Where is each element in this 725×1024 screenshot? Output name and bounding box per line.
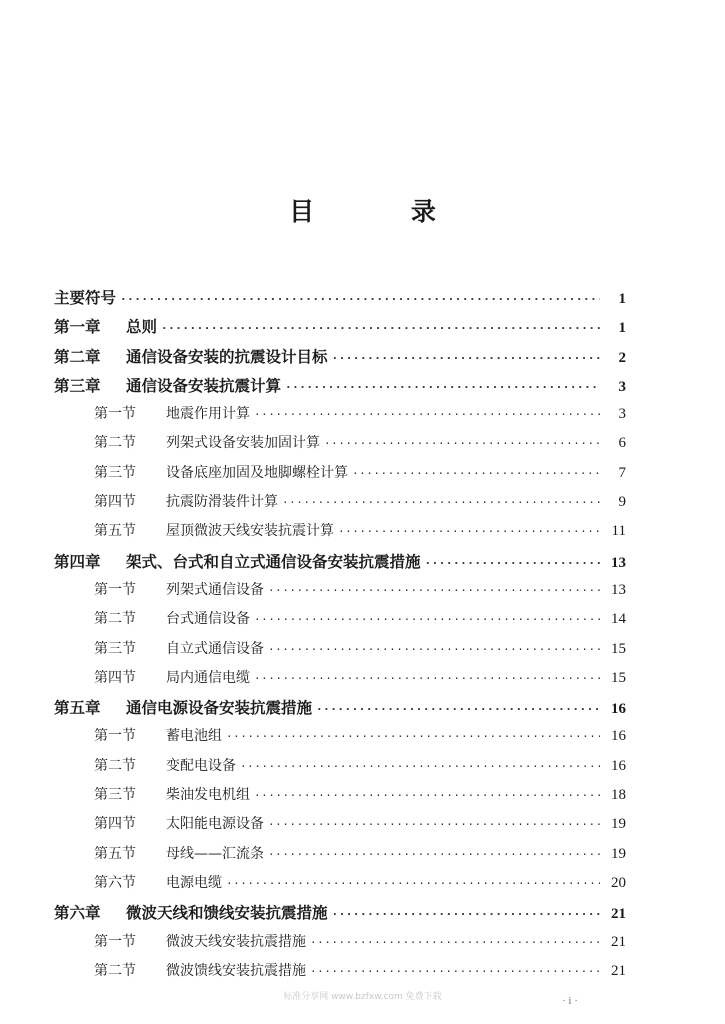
toc-entry-title: 列架式通信设备 — [166, 581, 264, 598]
toc-page-number: 21 — [611, 933, 626, 950]
toc-section-row — [54, 459, 626, 488]
toc-entry-label — [94, 810, 264, 839]
toc-entry-title: 设备底座加固及地脚螺栓计算 — [166, 464, 348, 481]
toc-chapter-row — [54, 547, 626, 576]
toc-entry-number: 第三节 — [94, 464, 136, 481]
toc-page-number: 16 — [611, 728, 626, 745]
toc-entry-title: 主要符号 — [54, 288, 117, 307]
toc-leader-dots — [332, 900, 600, 929]
toc-section-row — [54, 840, 626, 869]
toc-leader-dots — [332, 344, 600, 373]
toc-section-row — [54, 869, 626, 898]
toc-page-number: 18 — [611, 787, 626, 804]
toc-entry-label — [94, 488, 278, 517]
toc-entry-title: 变配电设备 — [166, 757, 236, 774]
toc-leader-dots — [425, 549, 600, 578]
toc-entry-label — [94, 664, 250, 693]
toc-page-number: 14 — [611, 611, 626, 628]
toc-entry-label — [54, 898, 328, 927]
toc-leader-dots — [268, 840, 600, 869]
toc-section-row — [54, 928, 626, 957]
toc-entry-number: 第二章 — [54, 346, 101, 366]
toc-entry-label — [94, 635, 264, 664]
toc-page-number: 15 — [611, 669, 626, 686]
toc-entry-number: 第三节 — [94, 640, 136, 657]
toc-entry-label — [94, 517, 334, 546]
toc-entry-number: 第四章 — [54, 551, 101, 571]
toc-section-row — [54, 605, 626, 634]
toc-page-number: 16 — [611, 757, 626, 774]
toc-page-number: 19 — [611, 816, 626, 833]
toc-page-number: 19 — [611, 845, 626, 862]
toc-entry-label — [94, 957, 306, 986]
toc-leader-dots — [161, 314, 600, 343]
toc-entry-title: 通信电源设备安装抗震措施 — [126, 698, 313, 718]
toc-entry-label — [94, 928, 306, 957]
toc-entry-number: 第三节 — [94, 787, 136, 804]
toc-entry-number: 第四节 — [94, 494, 136, 511]
toc-leader-dots — [352, 459, 600, 488]
toc-leader-dots — [268, 635, 600, 664]
toc-entry-number: 第六章 — [54, 903, 101, 923]
toc-entry-number: 第二节 — [94, 962, 136, 979]
toc-entry-number: 第五节 — [94, 523, 136, 540]
toc-page-number: 21 — [611, 962, 626, 979]
toc-entry-title: 自立式通信设备 — [166, 640, 264, 657]
toc-section-row — [54, 429, 626, 458]
toc-entry-number: 第四节 — [94, 669, 136, 686]
toc-page-number: 3 — [618, 406, 626, 423]
toc-leader-dots — [120, 285, 600, 314]
toc-entry-title: 列架式设备安装加固计算 — [166, 435, 320, 452]
toc-entry-title: 微波天线和馈线安装抗震措施 — [126, 903, 328, 923]
toc-leader-dots — [282, 488, 600, 517]
toc-entry-label — [94, 840, 264, 869]
toc-entry-title: 地震作用计算 — [166, 406, 250, 423]
toc-entry-title: 总则 — [126, 317, 158, 337]
toc-entry-number: 第五章 — [54, 698, 101, 718]
toc-entry-title: 屋顶微波天线安装抗震计算 — [166, 523, 334, 540]
toc-entry-title: 微波天线安装抗震措施 — [166, 933, 306, 950]
toc-entry-label — [54, 312, 157, 341]
toc-chapter-row — [54, 312, 626, 341]
toc-section-row — [54, 400, 626, 429]
toc-entry-number: 第六节 — [94, 874, 136, 891]
toc-entry-title: 电源电缆 — [166, 874, 222, 891]
toc-entry-label — [54, 693, 312, 722]
toc-chapter-row — [54, 898, 626, 927]
toc-page-number: 13 — [611, 581, 626, 598]
toc-entry-number: 第五节 — [94, 845, 136, 862]
toc-leader-dots — [226, 722, 600, 751]
toc-entry-number: 第二节 — [94, 757, 136, 774]
toc-page-number: 11 — [611, 523, 626, 540]
toc-section-row — [54, 488, 626, 517]
toc-entry-number: 第四节 — [94, 816, 136, 833]
toc-entry-title: 局内通信电缆 — [166, 669, 250, 686]
toc-entry-label — [54, 342, 328, 371]
toc-page-number: 21 — [611, 906, 626, 923]
toc-entry-title: 柴油发电机组 — [166, 787, 250, 804]
toc-leader-dots — [226, 869, 600, 898]
toc-section-row — [54, 664, 626, 693]
toc-page-number: 6 — [618, 435, 626, 452]
toc-leader-dots — [310, 957, 600, 986]
toc-leader-dots — [240, 752, 600, 781]
toc-entry-number: 第二节 — [94, 611, 136, 628]
toc-chapter-row — [54, 371, 626, 400]
toc-entry-number: 第一节 — [94, 406, 136, 423]
toc-entry-label — [94, 781, 250, 810]
toc-entry-title: 太阳能电源设备 — [166, 816, 264, 833]
table-of-contents — [54, 283, 626, 986]
toc-entry-label — [94, 722, 222, 751]
toc-page-number: 7 — [618, 464, 626, 481]
toc-chapter-row — [54, 693, 626, 722]
toc-page-number: 13 — [611, 554, 626, 571]
toc-leader-dots — [316, 695, 600, 724]
toc-entry-number: 第二节 — [94, 435, 136, 452]
toc-page-number: 16 — [611, 701, 626, 718]
toc-section-row — [54, 517, 626, 546]
toc-entry-label — [94, 752, 236, 781]
toc-entry-title: 台式通信设备 — [166, 611, 250, 628]
toc-entry-title: 抗震防滑装件计算 — [166, 494, 278, 511]
toc-entry-label — [54, 547, 421, 576]
toc-entry-title: 通信设备安装的抗震设计目标 — [126, 346, 328, 366]
toc-page-number: 1 — [618, 320, 626, 337]
toc-entry-label — [94, 429, 320, 458]
toc-section-row — [54, 781, 626, 810]
watermark-text: 标准分享网 www.bzfxw.com 免费下载 — [283, 992, 442, 1002]
toc-entry-title: 微波馈线安装抗震措施 — [166, 962, 306, 979]
toc-section-row — [54, 635, 626, 664]
toc-entry-label — [54, 283, 116, 312]
toc-leader-dots — [268, 810, 600, 839]
toc-leader-dots — [324, 429, 600, 458]
toc-page-number: 20 — [611, 874, 626, 891]
toc-chapter-row — [54, 283, 626, 312]
toc-entry-title: 母线——汇流条 — [166, 845, 264, 862]
toc-page-number: 2 — [618, 349, 626, 366]
toc-entry-number: 第一节 — [94, 581, 136, 598]
toc-leader-dots — [310, 928, 600, 957]
toc-leader-dots — [268, 576, 600, 605]
toc-leader-dots — [254, 400, 600, 429]
toc-entry-title: 通信设备安装抗震计算 — [126, 375, 282, 395]
toc-leader-dots — [285, 373, 600, 402]
toc-leader-dots — [254, 781, 600, 810]
toc-entry-label — [94, 576, 264, 605]
toc-entry-number: 第三章 — [54, 375, 101, 395]
toc-entry-label — [94, 400, 250, 429]
page-footer-mark: · i · — [562, 995, 578, 1007]
toc-entry-number: 第一章 — [54, 317, 101, 337]
toc-page-number: 15 — [611, 640, 626, 657]
toc-entry-label — [94, 869, 222, 898]
toc-section-row — [54, 576, 626, 605]
toc-page-number: 1 — [618, 291, 626, 307]
toc-entry-number: 第一节 — [94, 728, 136, 745]
toc-entry-label — [54, 371, 281, 400]
toc-page-number: 9 — [618, 494, 626, 511]
toc-entry-label — [94, 605, 250, 634]
toc-section-row — [54, 722, 626, 751]
toc-entry-title: 架式、台式和自立式通信设备安装抗震措施 — [126, 551, 421, 571]
toc-entry-number: 第一节 — [94, 933, 136, 950]
toc-section-row — [54, 810, 626, 839]
toc-chapter-row — [54, 342, 626, 371]
toc-leader-dots — [254, 605, 600, 634]
toc-leader-dots — [338, 517, 600, 546]
toc-leader-dots — [254, 664, 600, 693]
toc-section-row — [54, 752, 626, 781]
page-title: 目 录 — [289, 197, 480, 226]
toc-entry-title: 蓄电池组 — [166, 728, 222, 745]
toc-section-row — [54, 957, 626, 986]
toc-entry-label — [94, 459, 348, 488]
toc-page-number: 3 — [618, 378, 626, 395]
